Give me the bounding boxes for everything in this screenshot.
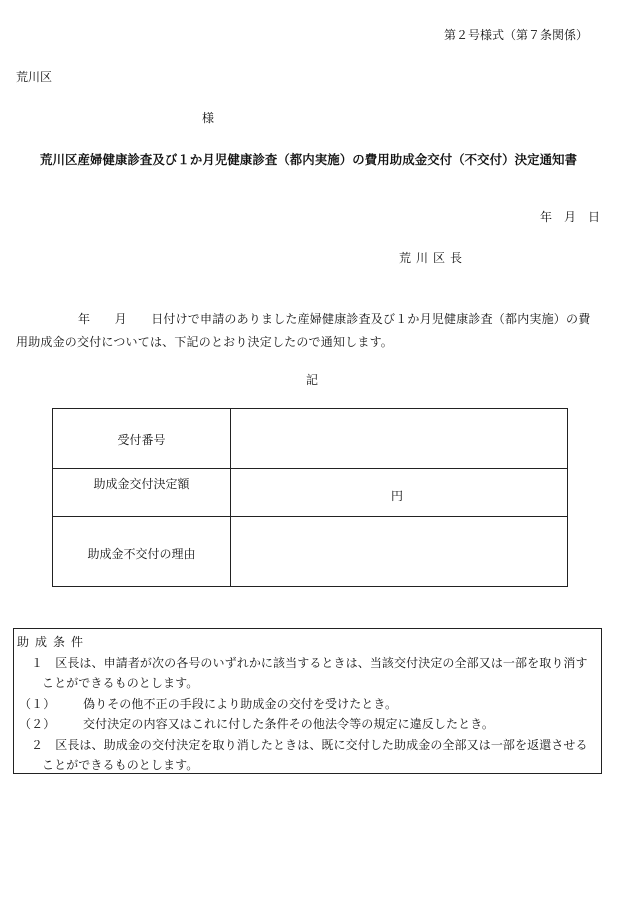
sub-item-1-number: （１） (19, 697, 56, 711)
condition-item-2-line1: 区長は、助成金の交付決定を取り消したときは、既に交付した助成金の全部又は一部を返還させる (55, 738, 588, 752)
condition-sub-item-2 (19, 715, 494, 732)
grant-conditions-box (13, 628, 602, 774)
table-row-grant-amount (53, 469, 567, 517)
condition-item-2 (31, 736, 588, 753)
conditions-heading: 助成条件 (17, 635, 90, 649)
grant-amount-label: 助成金交付決定額 (93, 477, 190, 491)
addressee-honorific: 様 (202, 111, 215, 125)
non-grant-reason-label: 助成金不交付の理由 (87, 547, 196, 561)
issuer-name: 荒川区長 (399, 251, 468, 265)
ki-marker: 記 (306, 373, 319, 387)
addressee-ward: 荒川区 (16, 70, 53, 84)
receipt-number-label: 受付番号 (117, 433, 166, 447)
notice-body-text: 年 月 日付けで申請のありました産婦健康診査及び１か月児健康診査（都内実施）の費用助成金の交付については、下記のとおり決定したので通知します。 (16, 312, 591, 349)
table-row-non-grant-reason (53, 517, 567, 587)
sub-item-1-text: 偽りその他不正の手段により助成金の交付を受けたとき。 (83, 697, 398, 711)
document-title: 荒川区産婦健康診査及び１か月児健康診査（都内実施）の費用助成金交付（不交付）決定通知書 (40, 152, 578, 167)
yen-unit: 円 (391, 489, 404, 503)
condition-item-2-continuation: ことができるものとします。 (42, 758, 199, 772)
condition-sub-item-1 (19, 695, 397, 712)
date-line: 年 月 日 (539, 210, 600, 224)
form-number: 第２号様式（第７条関係） (443, 28, 588, 42)
condition-item-1 (31, 654, 588, 671)
condition-item-1-continuation: ことができるものとします。 (42, 676, 199, 690)
decision-table (52, 408, 568, 587)
condition-item-1-line1: 区長は、申請者が次の各号のいずれかに該当するときは、当該交付決定の全部又は一部を取り消す (55, 656, 588, 670)
condition-item-1-number: １ (31, 656, 44, 670)
condition-item-2-number: ２ (31, 738, 44, 752)
sub-item-2-text: 交付決定の内容又はこれに付した条件その他法令等の規定に違反したとき。 (83, 717, 494, 731)
table-row-receipt-number (53, 409, 567, 469)
sub-item-2-number: （２） (19, 717, 56, 731)
